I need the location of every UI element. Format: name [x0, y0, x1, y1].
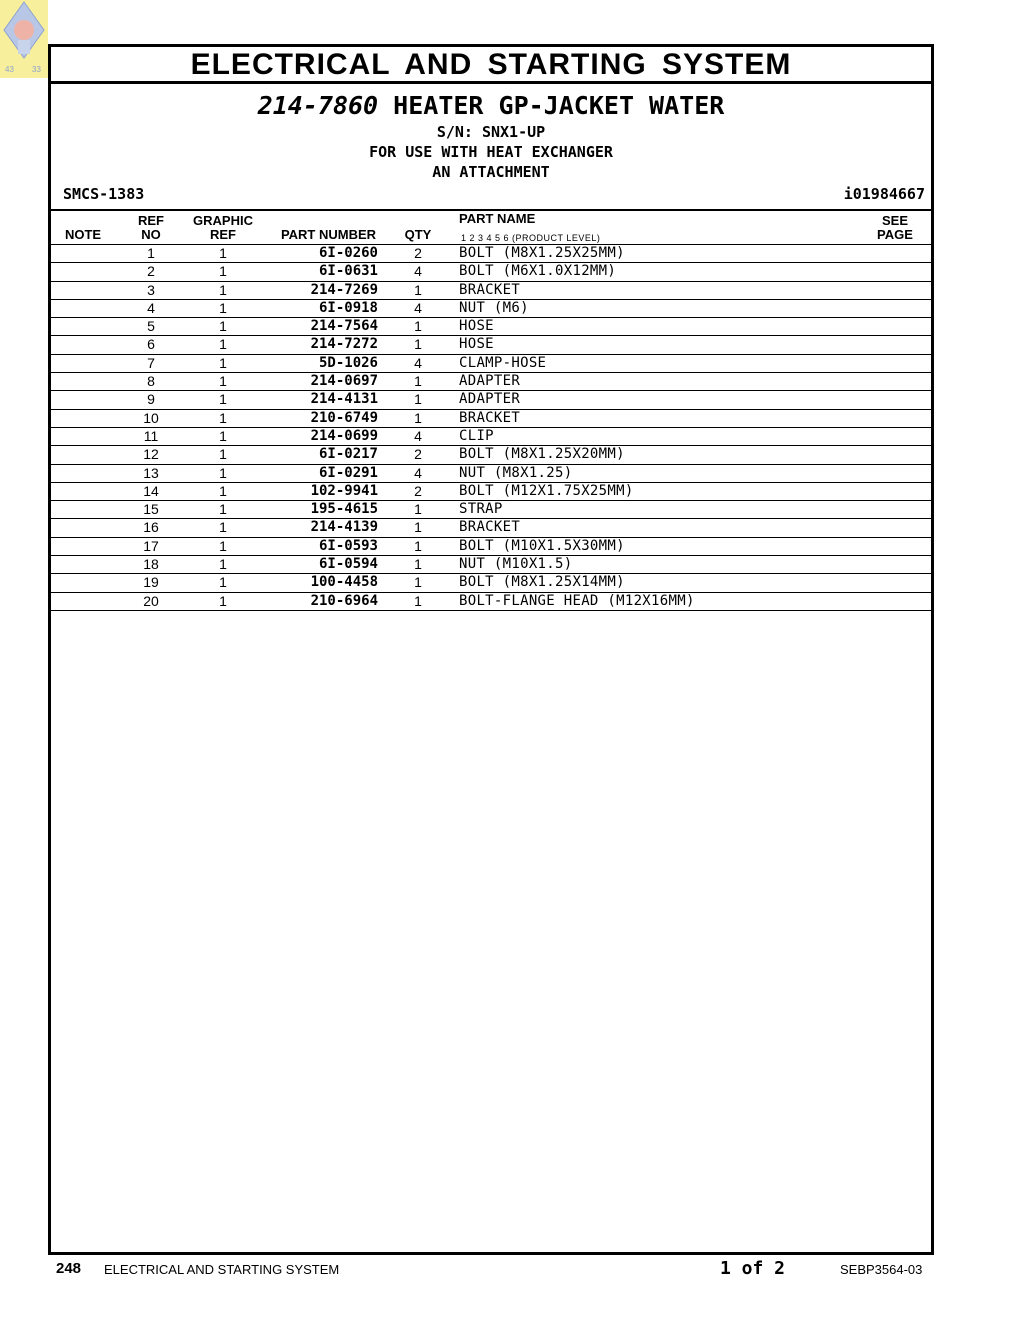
- part-name: CLAMP-HOSE: [459, 354, 547, 371]
- quantity: 1: [414, 519, 422, 536]
- part-number: 100-4458: [310, 574, 378, 591]
- part-name: ADAPTER: [459, 373, 521, 390]
- ref-no: 13: [143, 464, 159, 481]
- quantity: 1: [414, 409, 422, 426]
- ref-no: 15: [143, 501, 159, 518]
- ref-no: 11: [143, 427, 159, 444]
- ref-no: 9: [147, 391, 155, 408]
- parts-list: [51, 244, 931, 611]
- quantity: 1: [414, 373, 422, 390]
- ref-no: 7: [147, 354, 155, 371]
- smcs-code: SMCS-1383: [63, 185, 145, 203]
- part-name: HOSE: [459, 318, 494, 335]
- col-graphic-top: GRAPHIC: [193, 213, 253, 228]
- part-name: BOLT (M6X1.0X12MM): [459, 263, 617, 280]
- table-row: [51, 244, 931, 262]
- table-row: [51, 537, 931, 555]
- part-number: 6I-0918: [318, 299, 378, 316]
- footer-document: SEBP3564-03: [840, 1262, 923, 1277]
- quantity: 1: [414, 537, 422, 554]
- part-number: 195-4615: [310, 501, 378, 518]
- ref-no: 2: [147, 263, 155, 280]
- logo-text-right: 33: [32, 65, 41, 74]
- ref-no: 8: [147, 373, 155, 390]
- graphic-ref: 1: [219, 245, 227, 261]
- col-ref-top: REF: [138, 213, 164, 228]
- quantity: 4: [414, 427, 422, 444]
- logo-graphic: [0, 0, 48, 78]
- graphic-ref: 1: [219, 556, 227, 573]
- usage-line-1: FOR USE WITH HEAT EXCHANGER: [369, 143, 613, 161]
- ref-no: 1: [147, 245, 155, 261]
- col-part-name: PART NAME: [459, 211, 536, 226]
- serial-number: S/N: SNX1-UP: [436, 123, 546, 141]
- quantity: 1: [414, 556, 422, 573]
- table-row: [51, 427, 931, 445]
- graphic-ref: 1: [219, 501, 227, 518]
- logo-text-left: 43: [5, 65, 14, 74]
- graphic-ref: 1: [219, 574, 227, 591]
- graphic-ref: 1: [219, 427, 227, 444]
- table-row: [51, 409, 931, 427]
- quantity: 2: [414, 446, 422, 463]
- graphic-ref: 1: [219, 537, 227, 554]
- ref-no: 4: [147, 299, 155, 316]
- footer-section: ELECTRICAL AND STARTING SYSTEM: [104, 1262, 340, 1277]
- table-row: [51, 500, 931, 518]
- part-number: 6I-0593: [318, 537, 378, 554]
- part-number: 6I-0217: [318, 446, 378, 463]
- part-number: 6I-0594: [318, 556, 378, 573]
- ref-no: 6: [147, 336, 155, 353]
- graphic-ref: 1: [219, 592, 227, 609]
- graphic-ref: 1: [219, 391, 227, 408]
- quantity: 4: [414, 464, 422, 481]
- quantity: 4: [414, 299, 422, 316]
- group-title: [51, 90, 931, 122]
- graphic-ref: 1: [219, 354, 227, 371]
- table-row: [51, 555, 931, 573]
- part-name: HOSE: [459, 336, 494, 353]
- part-name: ADAPTER: [459, 391, 521, 408]
- part-number: 210-6749: [310, 409, 378, 426]
- part-number: 214-7272: [310, 336, 378, 353]
- col-product-levels: 1 2 3 4 5 6 (PRODUCT LEVEL): [461, 233, 601, 243]
- quantity: 4: [414, 354, 422, 371]
- part-number: 214-7269: [310, 281, 378, 298]
- part-name: NUT (M6): [459, 299, 529, 316]
- table-row: [51, 592, 931, 611]
- part-number: 214-4131: [310, 391, 378, 408]
- usage-line-2: AN ATTACHMENT: [432, 163, 550, 181]
- logo-emblem: [0, 0, 48, 78]
- group-part-title: HEATER GP-JACKET WATER: [393, 91, 725, 120]
- part-number: 210-6964: [310, 592, 378, 609]
- footer-page-of: 1 of 2: [720, 1258, 786, 1279]
- part-name: BOLT (M12X1.75X25MM): [459, 482, 634, 499]
- footer-page-number: 248: [56, 1260, 82, 1277]
- graphic-ref: 1: [219, 482, 227, 499]
- part-number: 5D-1026: [318, 354, 378, 371]
- table-row: [51, 573, 931, 591]
- table-row: [51, 335, 931, 353]
- ref-no: 3: [147, 281, 155, 298]
- table-row: [51, 281, 931, 299]
- part-name: BRACKET: [459, 409, 521, 426]
- col-ref-bottom: NO: [141, 227, 161, 242]
- part-number: 6I-0631: [318, 263, 378, 280]
- part-number: 214-0697: [310, 373, 378, 390]
- ref-no: 16: [143, 519, 159, 536]
- col-graphic-bottom: REF: [210, 227, 236, 242]
- title-block: [51, 90, 931, 182]
- ref-no: 17: [143, 537, 159, 554]
- graphic-ref: 1: [219, 373, 227, 390]
- graphic-ref: 1: [219, 336, 227, 353]
- part-number: 102-9941: [310, 482, 378, 499]
- ref-no: 20: [143, 592, 159, 609]
- table-row: [51, 372, 931, 390]
- quantity: 1: [414, 501, 422, 518]
- part-name: NUT (M8X1.25): [459, 464, 573, 481]
- part-number: 214-7564: [310, 318, 378, 335]
- table-row: [51, 299, 931, 317]
- quantity: 4: [414, 263, 422, 280]
- col-qty: QTY: [404, 227, 432, 242]
- part-name: CLIP: [459, 427, 494, 444]
- part-name: BRACKET: [459, 519, 521, 536]
- part-number: 6I-0291: [318, 464, 378, 481]
- quantity: 1: [414, 574, 422, 591]
- graphic-ref: 1: [219, 519, 227, 536]
- col-see-top: SEE: [881, 213, 908, 228]
- ref-no: 12: [143, 446, 159, 463]
- part-number: 214-4139: [310, 519, 378, 536]
- graphic-ref: 1: [219, 281, 227, 298]
- graphic-ref: 1: [219, 318, 227, 335]
- graphic-ref: 1: [219, 263, 227, 280]
- part-name: BOLT (M8X1.25X20MM): [459, 446, 625, 463]
- ref-no: 19: [143, 574, 159, 591]
- ref-no: 5: [147, 318, 155, 335]
- column-header: [51, 212, 931, 244]
- smcs-row: [63, 185, 925, 207]
- part-number: 6I-0260: [318, 245, 378, 261]
- part-name: BRACKET: [459, 281, 521, 298]
- col-part-number: PART NUMBER: [280, 227, 377, 242]
- graphic-ref: 1: [219, 464, 227, 481]
- table-row: [51, 317, 931, 335]
- graphic-ref: 1: [219, 446, 227, 463]
- col-note: NOTE: [64, 227, 102, 242]
- table-row: [51, 445, 931, 463]
- part-name: BOLT-FLANGE HEAD (M12X16MM): [459, 592, 695, 609]
- graphic-ref: 1: [219, 409, 227, 426]
- page-footer: [0, 1258, 1020, 1282]
- table-row: [51, 518, 931, 536]
- quantity: 1: [414, 281, 422, 298]
- group-part-number: 214-7860: [257, 91, 379, 120]
- quantity: 1: [414, 592, 422, 609]
- table-row: [51, 262, 931, 280]
- illustration-id: i01984667: [843, 185, 925, 203]
- graphic-ref: 1: [219, 299, 227, 316]
- table-row: [51, 390, 931, 408]
- part-name: BOLT (M10X1.5X30MM): [459, 537, 625, 554]
- ref-no: 14: [143, 482, 159, 499]
- part-name: BOLT (M8X1.25X25MM): [459, 245, 625, 261]
- ref-no: 18: [143, 556, 159, 573]
- col-see-bottom: PAGE: [877, 227, 913, 242]
- section-title: ELECTRICAL AND STARTING SYSTEM: [51, 47, 931, 84]
- page-frame: [48, 44, 934, 1255]
- part-number: 214-0699: [310, 427, 378, 444]
- quantity: 1: [414, 318, 422, 335]
- quantity: 1: [414, 391, 422, 408]
- ref-no: 10: [143, 409, 159, 426]
- part-name: STRAP: [459, 501, 503, 518]
- quantity: 1: [414, 336, 422, 353]
- part-name: BOLT (M8X1.25X14MM): [459, 574, 625, 591]
- part-name: NUT (M10X1.5): [459, 556, 573, 573]
- table-row: [51, 354, 931, 372]
- table-row: [51, 464, 931, 482]
- quantity: 2: [414, 482, 422, 499]
- quantity: 2: [414, 245, 422, 261]
- table-row: [51, 482, 931, 500]
